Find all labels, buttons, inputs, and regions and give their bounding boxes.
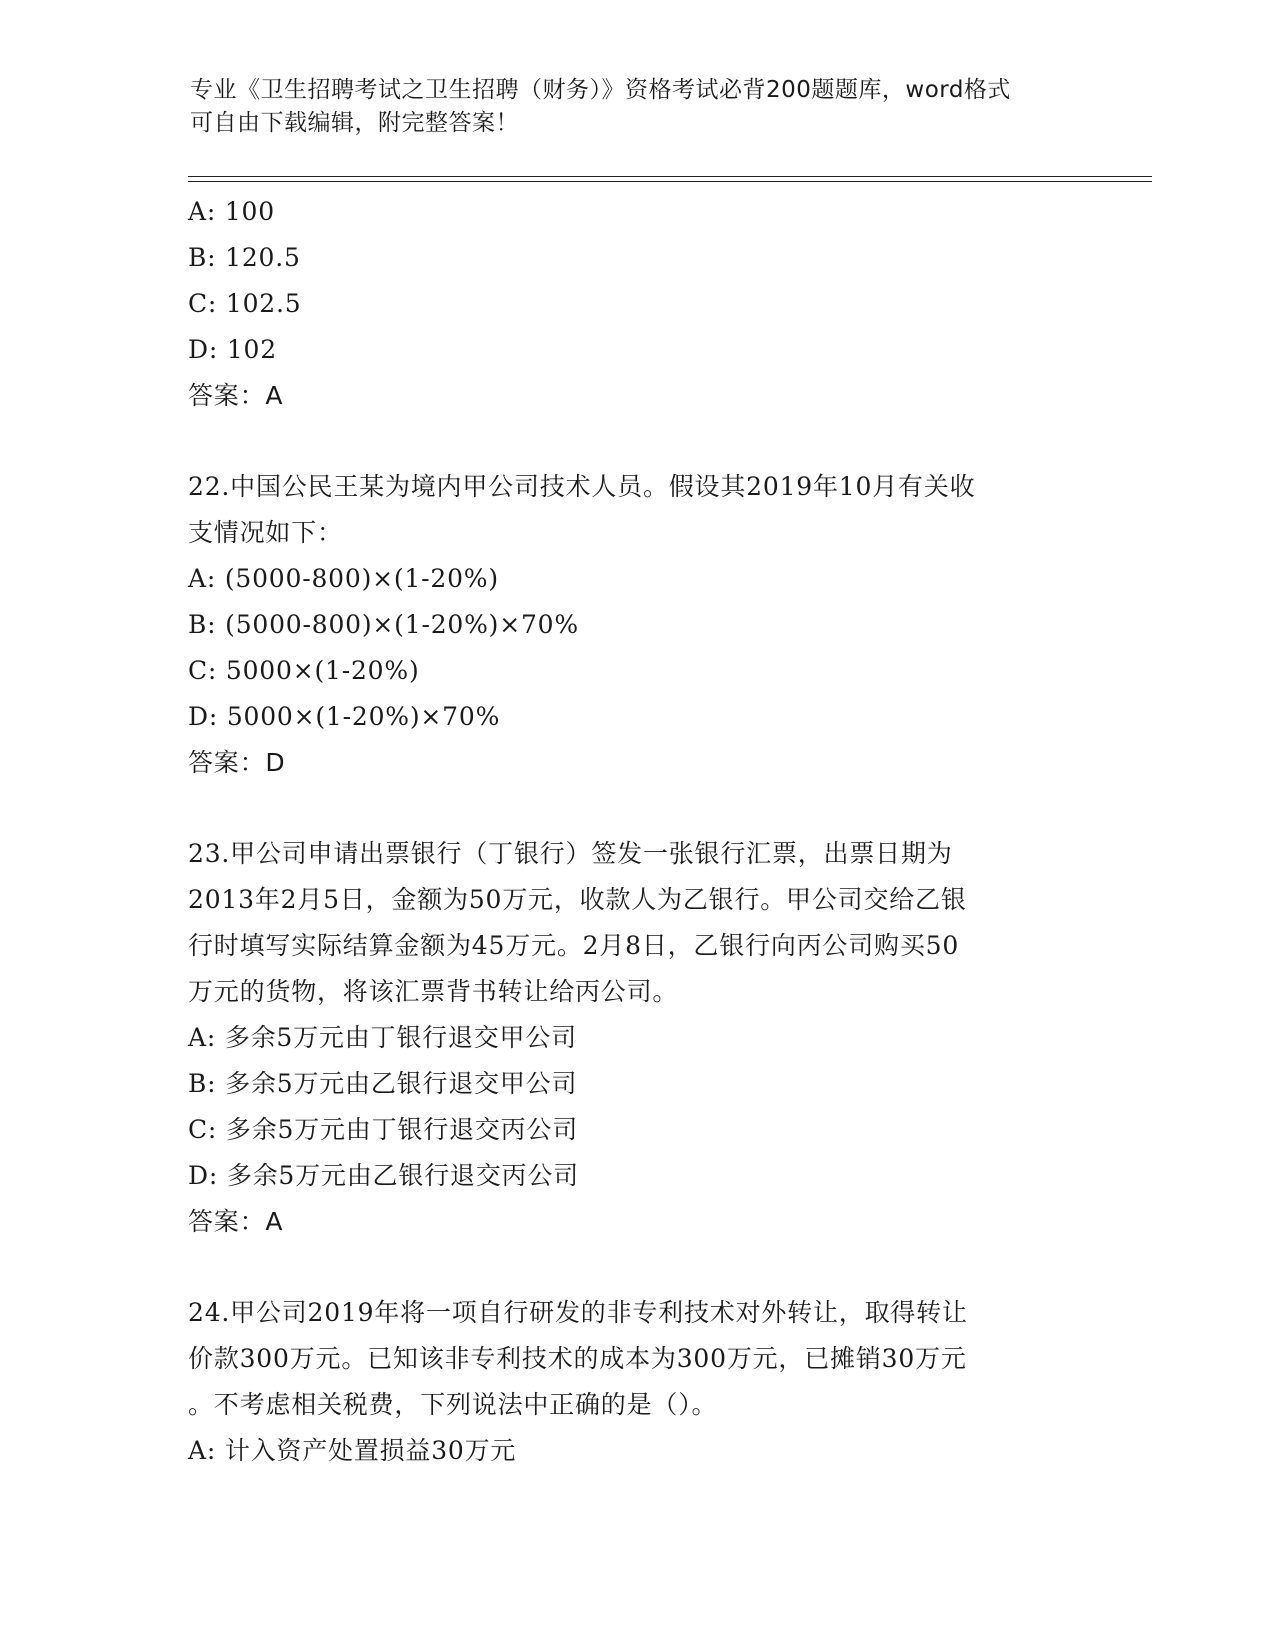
option-a: A: 100 bbox=[188, 197, 275, 226]
option-a: A: 计入资产处置损益30万元 bbox=[188, 1436, 517, 1465]
question-22 bbox=[188, 464, 1088, 786]
question-stem-line: 支情况如下： bbox=[188, 518, 343, 547]
header-rule-top bbox=[188, 176, 1152, 177]
spacer bbox=[188, 419, 1088, 464]
header-title-line-1: 专业《卫生招聘考试之卫生招聘（财务）》资格考试必背200题题库，word格式 bbox=[190, 77, 1011, 103]
question-stem-line: 万元的货物，将该汇票背书转让给丙公司。 bbox=[188, 977, 679, 1006]
question-stem-line: 24.甲公司2019年将一项自行研发的非专利技术对外转让，取得转让 bbox=[188, 1298, 968, 1327]
option-b: B: 120.5 bbox=[188, 243, 301, 272]
answer: 答案：A bbox=[188, 1207, 284, 1236]
header-rule-bottom bbox=[188, 181, 1152, 182]
option-c: C: 多余5万元由丁银行退交丙公司 bbox=[188, 1115, 579, 1144]
question-content bbox=[188, 189, 1088, 1474]
question-stem-line: 价款300万元。已知该非专利技术的成本为300万元，已摊销30万元 bbox=[188, 1344, 967, 1373]
question-stem-line: 23.甲公司申请出票银行（丁银行）签发一张银行汇票，出票日期为 bbox=[188, 839, 953, 868]
option-b: B: (5000-800)×(1-20%)×70% bbox=[188, 610, 579, 639]
option-d: D: 多余5万元由乙银行退交丙公司 bbox=[188, 1161, 579, 1190]
question-21 bbox=[188, 189, 1088, 419]
question-stem-line: 2013年2月5日，金额为50万元，收款人为乙银行。甲公司交给乙银 bbox=[188, 885, 967, 914]
question-23 bbox=[188, 831, 1088, 1245]
option-b: B: 多余5万元由乙银行退交甲公司 bbox=[188, 1069, 578, 1098]
question-stem-line: 22.中国公民王某为境内甲公司技术人员。假设其2019年10月有关收 bbox=[188, 472, 976, 501]
page-header bbox=[190, 74, 1090, 140]
option-a: A: (5000-800)×(1-20%) bbox=[188, 564, 499, 593]
question-stem-line: 。不考虑相关税费，下列说法中正确的是（）。 bbox=[188, 1390, 718, 1419]
option-d: D: 5000×(1-20%)×70% bbox=[188, 702, 501, 731]
spacer bbox=[188, 786, 1088, 831]
option-c: C: 102.5 bbox=[188, 289, 302, 318]
option-a: A: 多余5万元由丁银行退交甲公司 bbox=[188, 1023, 577, 1052]
question-24 bbox=[188, 1290, 1088, 1474]
spacer bbox=[188, 1245, 1088, 1290]
question-stem-line: 行时填写实际结算金额为45万元。2月8日，乙银行向丙公司购买50 bbox=[188, 931, 960, 960]
answer: 答案：A bbox=[188, 381, 284, 410]
option-c: C: 5000×(1-20%) bbox=[188, 656, 420, 685]
option-d: D: 102 bbox=[188, 335, 277, 364]
header-title-line-2: 可自由下载编辑，附完整答案！ bbox=[190, 110, 519, 136]
answer: 答案：D bbox=[188, 748, 286, 777]
